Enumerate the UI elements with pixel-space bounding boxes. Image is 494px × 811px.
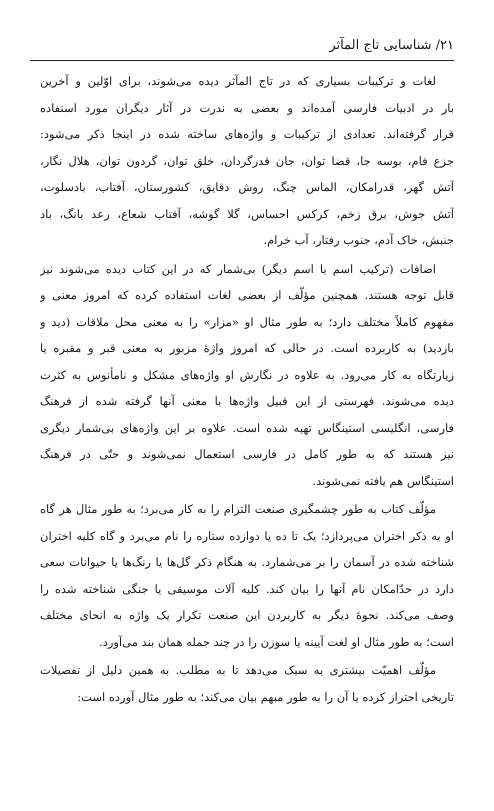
text-line: است؛ به طور مثال او لغت آیینه یا سوزن را در چند جمله همان بند می‌آورد. (99, 634, 454, 649)
text-line: شناخته شده در آسمان را بر می‌شمارد. به هنگام ذکر گل‌ها یا رنگ‌ها یا حیوانات سعی (40, 555, 454, 569)
text-line: آتش جوش، برق زخم، کرکس احساس، گلا گوشه، آفتاب شعاع، رعد بانگ، باد (40, 206, 454, 221)
text-line: دیده می‌شوند. فهرستی از این قبیل واژه‌ها با معنی آنها گرفته شده از فرهنگ (40, 394, 454, 408)
text-line: بار در ادبیات فارسی آمده‌اند و بعضی به ندرت در آثار دیگران مورد استفاده (40, 100, 454, 115)
text-line: لغات و ترکیبات بسیاری که در تاج المآثر دیده می‌شوند، برای اوّلین و آخرین (40, 74, 436, 88)
text-line: او به ذکر اختران می‌پردازد؛ یک تا ده یا دوازده ستاره را نام می‌برد و گاه کلیه اختران (40, 528, 454, 543)
text-line: مؤلّف اهمیّت بیشتری به سبک می‌دهد تا به مطلب. به همین دلیل از تفصیلات (40, 663, 436, 677)
text-line: فارسی، انگلیسی استینگاس تهیه شده است. علاوه بر این واژه‌های بی‌شمار دیگری (40, 420, 454, 435)
text-line: جنبش، خاک آدم، جنوب رفتار، آب خرام. (263, 233, 454, 247)
text-line: زیارتگاه به کار می‌رود. به علاوه در نگارش او واژه‌های مشکل و نامأنوس به کثرت (40, 367, 454, 382)
text-line: نیز هستند که به طور کامل در فارسی استعمال نمی‌شوند و حتّی در فرهنگ (40, 447, 454, 461)
text-line: مؤلّف کتاب به طور چشمگیری صنعت التزام را به کار می‌برد؛ به طور مثال هر گاه (40, 502, 436, 516)
text-line: تاریخی احتراز کرده یا آن را به طور مبهم بیان می‌کند؛ به طور مثال آورده است: (77, 689, 454, 704)
running-head: ۲۱/ شناسایی تاج المآثر (329, 38, 454, 53)
text-line: استینگاس هم یافته نمی‌شوند. (312, 473, 454, 488)
text-line: قرار گرفته‌اند. تعدادی از ترکیبات و واژه‌های ساخته شده در اینجا ذکر می‌شود: (40, 127, 454, 141)
paragraph (40, 657, 454, 710)
text-line: جزع فام، بوسه جا، قضا توان، جان قدرگردان، خلق توان، گردون توان، هلال نگار، (40, 153, 454, 168)
text-line: بازدید) به کاربرده است. در حالی که امروز واژهٔ مزبور به معنی قبر و مقبره یا (40, 341, 454, 355)
text-line: قابل توجه هستند. همچنین مؤلّف از بعضی لغات استفاده کرده که امروز معنی و (40, 288, 454, 302)
text-line: دارد در حدّامکان نام آنها را بیان کند. کلیه آلات موسیقی یا جنگی شناخته شده را (40, 581, 454, 596)
paragraph (40, 68, 454, 254)
text-line: وصف می‌کند. نحوهٔ دیگر به کاربردن این صنعت تکرار یک واژه به انحای مختلف (40, 608, 454, 622)
paragraph (40, 496, 454, 655)
page-body (40, 68, 454, 710)
text-line: آتش گهر، قدرامکان، الماس چنگ، روش دقایق، کشورستان، آفتاب، بادسلوت، (40, 180, 454, 194)
text-line: اضافات (ترکیب اسم با اسم دیگر) بی‌شمار که در این کتاب دیده می‌شوند نیز (40, 261, 436, 276)
header-rule (30, 60, 454, 61)
paragraph (40, 256, 454, 495)
text-line: مفهوم کاملاً مختلف دارد؛ به طور مثال او «مزار» را به معنی محل ملاقات (دید و (40, 314, 454, 329)
